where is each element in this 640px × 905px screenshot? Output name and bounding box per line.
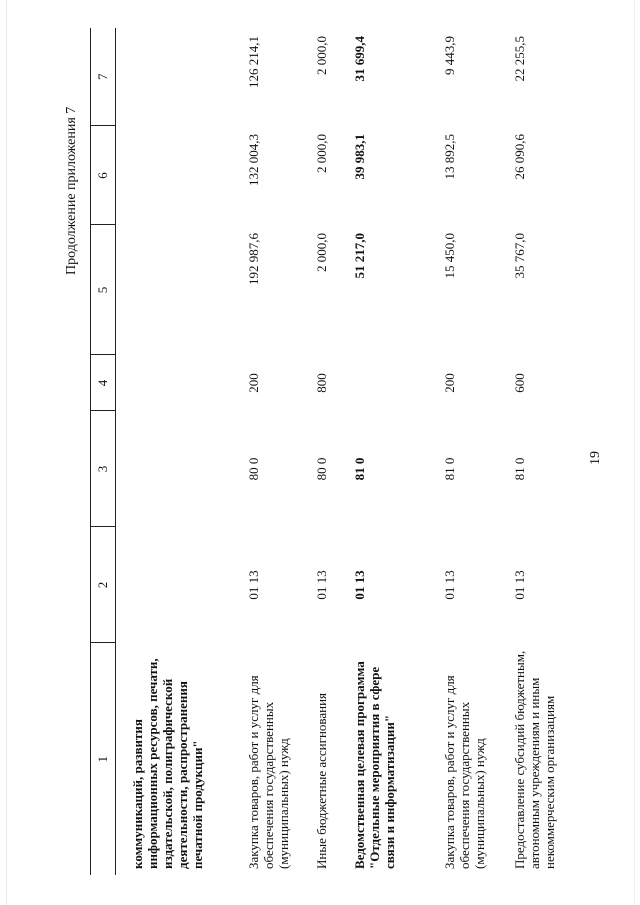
table-row [238, 28, 306, 875]
row-name: Закупка товаров, работ и услуг для обеспечения государственных (муниципальных) нужд [246, 675, 291, 869]
cell-target: 81 0 [442, 457, 457, 481]
table-row [434, 28, 504, 875]
budget-table [90, 28, 592, 875]
cell-year-3: 9 443,9 [442, 36, 457, 75]
col-header-4: 4 [91, 355, 116, 411]
cell-section [116, 527, 239, 643]
cell-type [344, 355, 434, 411]
cell-target [116, 411, 239, 527]
cell-year-1: 2 000,0 [314, 233, 329, 272]
cell-year-2: 39 983,1 [352, 134, 367, 180]
cell-target: 81 0 [512, 457, 527, 481]
appendix-caption: Продолжение приложения 7 [64, 106, 79, 275]
cell-year-3: 2 000,0 [314, 36, 329, 75]
cell-year-3: 31 699,4 [352, 36, 367, 82]
cell-year-1: 35 767,0 [512, 233, 527, 279]
cell-section: 01 13 [246, 570, 261, 600]
row-name: Закупка товаров, работ и услуг для обеспечения государственных (муниципальных) нужд [442, 675, 487, 869]
cell-year-2: 13 892,5 [442, 134, 457, 180]
cell-type [116, 355, 239, 411]
cell-type: 200 [442, 373, 457, 393]
cell-section: 01 13 [314, 570, 329, 600]
cell-type: 800 [314, 373, 329, 393]
col-header-7: 7 [91, 28, 116, 126]
row-name: Ведомственная целевая программа "Отдельные мероприятия в сфере связи и информатизации" [352, 661, 397, 869]
cell-target: 80 0 [314, 457, 329, 481]
cell-year-1: 15 450,0 [442, 233, 457, 279]
cell-year-2 [116, 126, 239, 225]
cell-year-3 [116, 28, 239, 126]
cell-section: 01 13 [512, 570, 527, 600]
table-row [306, 28, 344, 875]
cell-year-1: 192 987,6 [246, 233, 261, 285]
cell-year-3: 126 214,1 [246, 36, 261, 88]
cell-year-2: 132 004,3 [246, 134, 261, 186]
cell-section: 01 13 [352, 570, 367, 600]
cell-section: 01 13 [442, 570, 457, 600]
table-row [344, 28, 434, 875]
row-name: Иные бюджетные ассигнования [314, 692, 329, 869]
col-header-3: 3 [91, 411, 116, 527]
col-header-1: 1 [91, 643, 116, 875]
table-row [116, 28, 239, 875]
row-name: коммуникаций, развития информационных ресурсов, печати, издательской, полиграфической деятельности, распространения печатной продукции" [130, 658, 205, 869]
cell-year-2: 2 000,0 [314, 134, 329, 173]
cell-year-3: 22 255,5 [512, 36, 527, 82]
cell-target: 80 0 [246, 457, 261, 481]
cell-type: 200 [246, 373, 261, 393]
col-header-5: 5 [91, 225, 116, 355]
cell-year-1: 51 217,0 [352, 233, 367, 279]
cell-year-1 [116, 225, 239, 355]
header-row [91, 28, 116, 875]
col-header-6: 6 [91, 126, 116, 225]
table-row [504, 28, 592, 875]
row-name: Предоставление субсидий бюджетным, автономным учреждениям и иным некоммерческим организациям [512, 650, 557, 869]
col-header-2: 2 [91, 527, 116, 643]
page-number: 19 [588, 451, 603, 465]
cell-target: 81 0 [352, 457, 367, 481]
cell-year-2: 26 090,6 [512, 134, 527, 180]
cell-type: 600 [512, 373, 527, 393]
